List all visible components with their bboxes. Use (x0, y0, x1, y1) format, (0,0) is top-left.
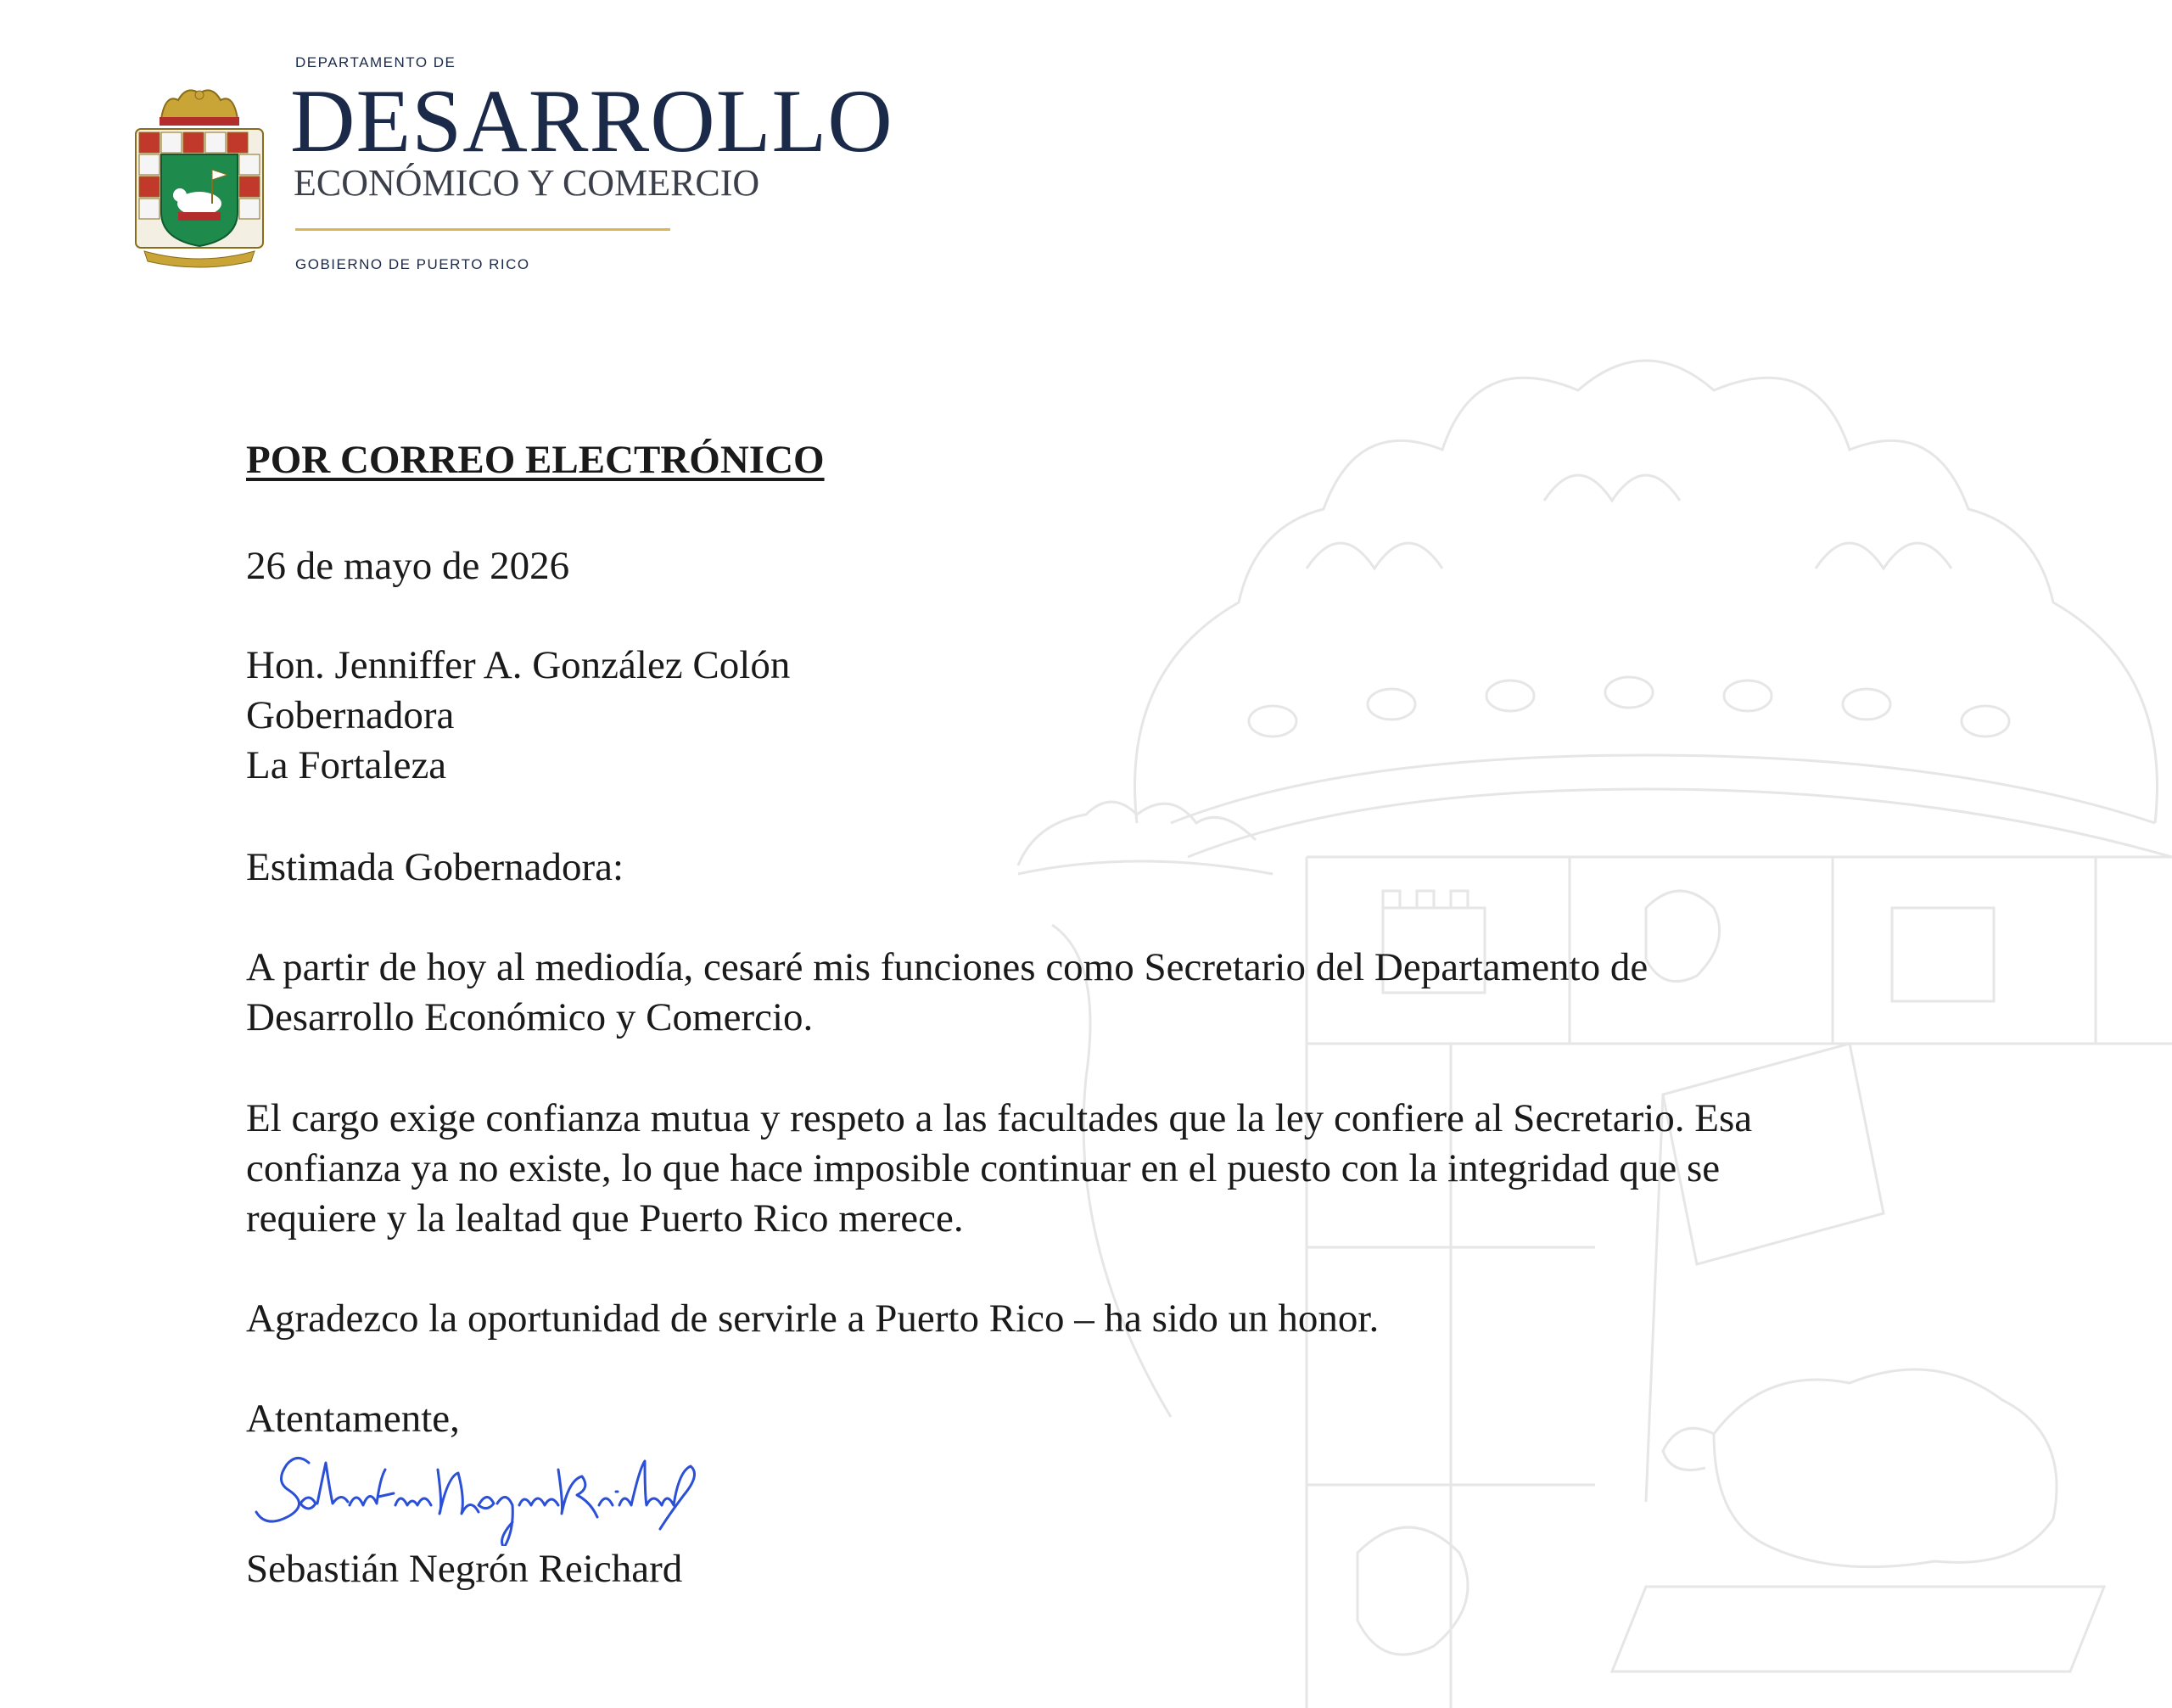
puerto-rico-coat-of-arms-icon (127, 85, 272, 270)
handwritten-signature (249, 1444, 708, 1546)
recipient-office: La Fortaleza (246, 743, 447, 787)
closing: Atentamente, (246, 1397, 460, 1441)
paragraph-line: Desarrollo Económico y Comercio. (246, 995, 814, 1039)
salutation: Estimada Gobernadora: (246, 845, 624, 889)
paragraph-line: confianza ya no existe, lo que hace imposible continuar en el puesto con la integridad que se (246, 1146, 1721, 1190)
letterhead (127, 49, 891, 287)
paragraph-reason (246, 1094, 1752, 1244)
letterhead-department-of: DEPARTAMENTO DE (295, 54, 456, 70)
letterhead-title: DESARROLLO (290, 71, 893, 171)
paragraph-line: A partir de hoy al mediodía, cesaré mis funciones como Secretario del Departamento de (246, 945, 1649, 989)
letterhead-government: GOBIERNO DE PUERTO RICO (295, 256, 530, 272)
paragraph-gratitude: Agradezco la oportunidad de servirle a Puerto Rico – ha sido un honor. (246, 1296, 1380, 1341)
letter-heading: POR CORREO ELECTRÓNICO (246, 438, 825, 482)
recipient-name: Hon. Jenniffer A. González Colón (246, 643, 791, 687)
recipient-block (246, 641, 790, 791)
paragraph-line: requiere y la lealtad que Puerto Rico merece. (246, 1196, 964, 1240)
recipient-title: Gobernadora (246, 693, 455, 737)
paragraph-resignation (246, 943, 1648, 1043)
paragraph-line: El cargo exige confianza mutua y respeto a las facultades que la ley confiere al Secretario. Esa (246, 1096, 1753, 1140)
letterhead-gold-rule (295, 228, 670, 231)
letter-date: 26 de mayo de 2026 (246, 544, 570, 588)
signer-name: Sebastián Negrón Reichard (246, 1547, 683, 1591)
letterhead-subtitle: ECONÓMICO Y COMERCIO (294, 162, 760, 204)
